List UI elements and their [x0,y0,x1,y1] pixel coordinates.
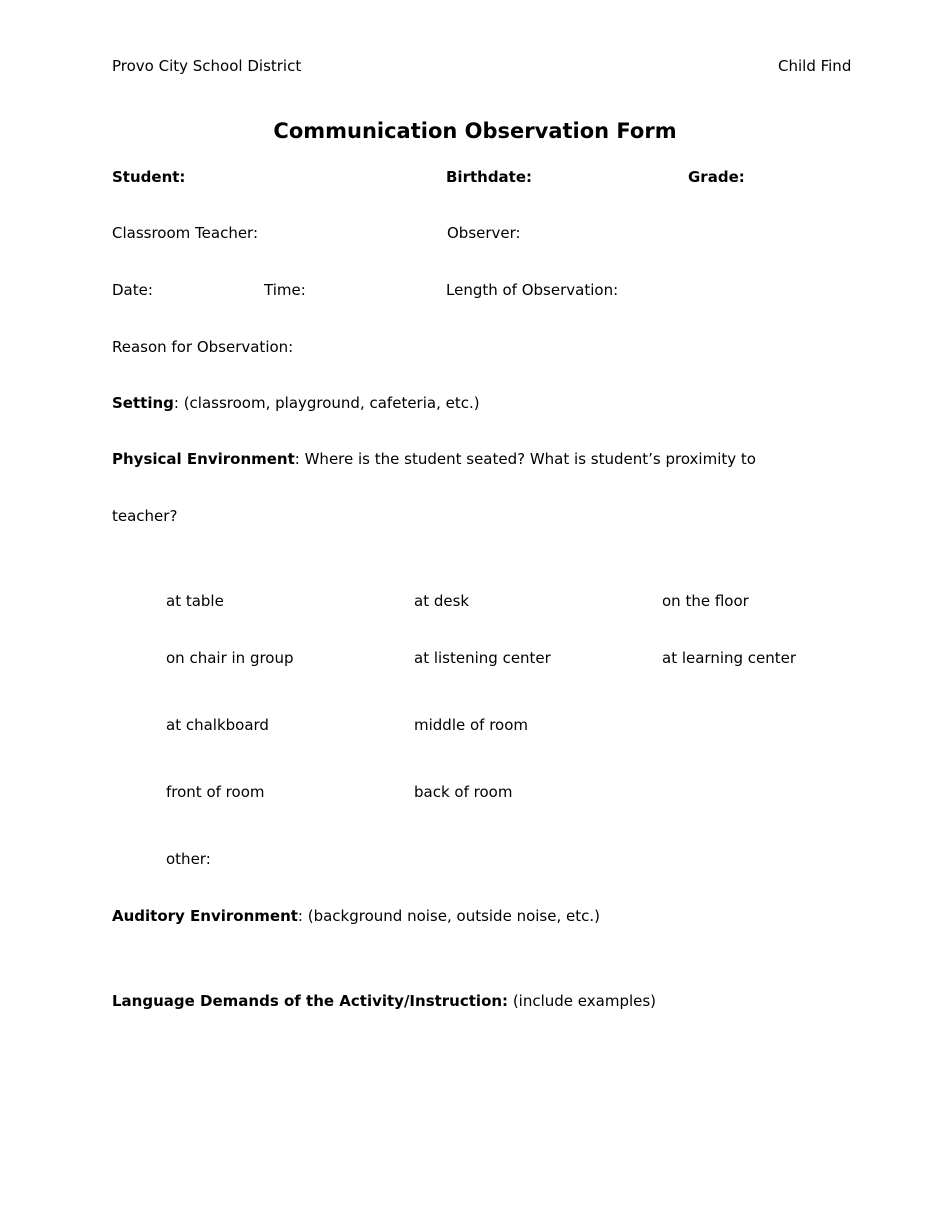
option-learning-center: at learning center [662,649,797,667]
option-at-desk: at desk [414,592,470,610]
auditory-label: Auditory Environment [112,907,298,925]
language-text: (include examples) [508,992,657,1010]
physical-text-continued: teacher? [112,507,178,525]
option-listening-center: at listening center [414,649,551,667]
option-chair-group: on chair in group [166,649,294,667]
observer-label: Observer: [447,224,521,242]
option-on-floor: on the floor [662,592,749,610]
physical-label: Physical Environment [112,450,295,468]
language-label: Language Demands of the Activity/Instruction: [112,992,509,1010]
header-district: Provo City School District [112,57,302,75]
student-label: Student: [112,168,186,186]
language-line [112,992,656,1010]
option-other: other: [166,850,211,868]
option-at-table: at table [166,592,224,610]
auditory-line [112,907,600,925]
setting-label: Setting [112,394,174,412]
header-child-find: Child Find [778,57,852,75]
physical-text: : Where is the student seated? What is student’s proximity to [294,450,756,468]
setting-text: : (classroom, playground, cafeteria, etc.) [173,394,480,412]
option-middle-room: middle of room [414,716,529,734]
option-front-room: front of room [166,783,265,801]
grade-label: Grade: [688,168,745,186]
length-label: Length of Observation: [446,281,619,299]
physical-line [112,450,756,468]
date-label: Date: [112,281,153,299]
option-chalkboard: at chalkboard [166,716,269,734]
classroom-teacher-label: Classroom Teacher: [112,224,259,242]
reason-label: Reason for Observation: [112,338,294,356]
page-title: Communication Observation Form [273,119,677,143]
auditory-text: : (background noise, outside noise, etc.) [297,907,600,925]
setting-line [112,394,480,412]
time-label: Time: [264,281,306,299]
option-back-room: back of room [414,783,513,801]
birthdate-label: Birthdate: [446,168,533,186]
